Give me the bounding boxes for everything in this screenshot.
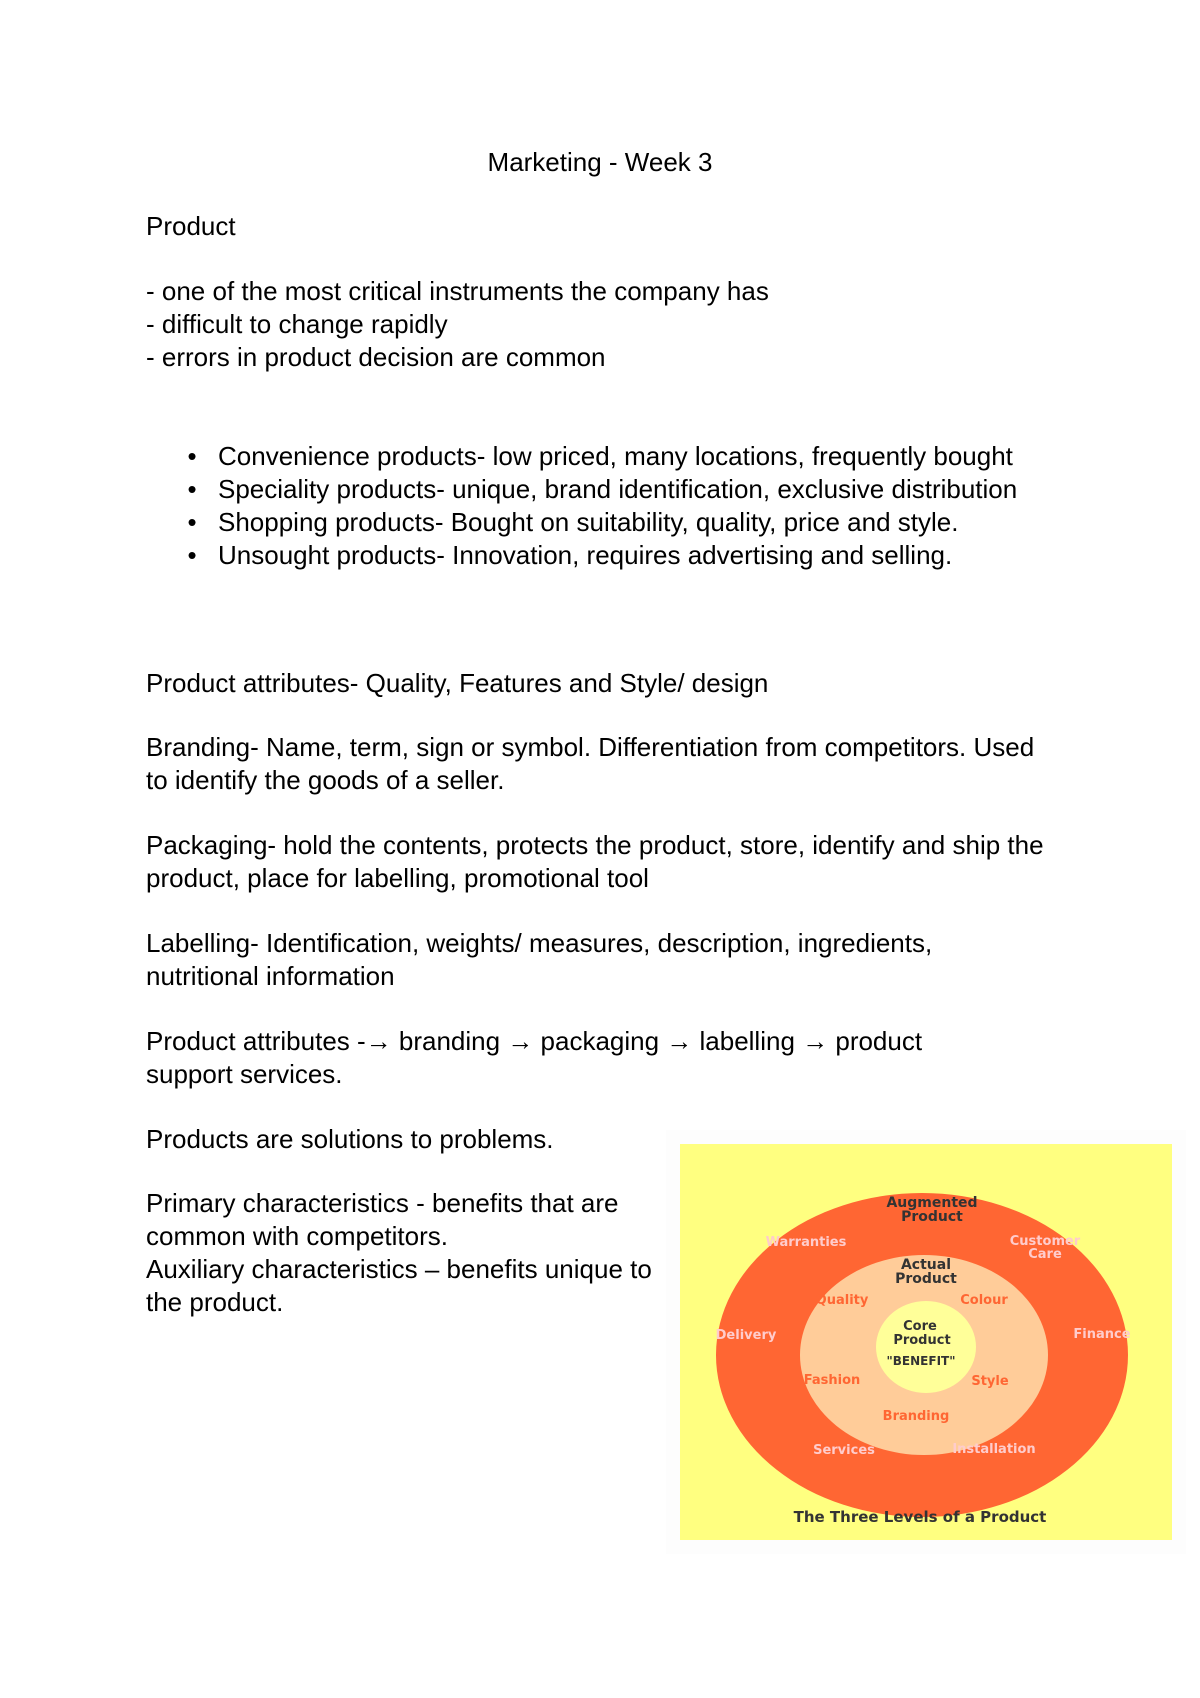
label-quality: Quality bbox=[815, 1293, 869, 1308]
actual-title-line-2: Product bbox=[895, 1271, 957, 1287]
paragraph-packaging bbox=[146, 829, 1046, 895]
bullet-text: Speciality products- unique, brand identification, exclusive distribution bbox=[218, 474, 1018, 504]
dash-point: - errors in product decision are common bbox=[146, 342, 606, 372]
diagram-caption: The Three Levels of a Product bbox=[793, 1508, 1047, 1526]
core-title-line-1: Core bbox=[903, 1319, 937, 1334]
label-installation: Installation bbox=[952, 1442, 1036, 1457]
label-branding: Branding bbox=[882, 1409, 950, 1424]
label-warranties: Warranties bbox=[765, 1235, 847, 1250]
bullet-text: Convenience products- low priced, many locations, frequently bought bbox=[218, 441, 1013, 471]
three-levels-diagram bbox=[666, 1130, 1186, 1554]
section-heading-text: Product bbox=[146, 211, 236, 241]
paragraph-flow-text: Product attributes -→ branding → packaging → labelling → product support services. bbox=[146, 1026, 923, 1089]
three-levels-diagram-svg bbox=[666, 1130, 1186, 1554]
paragraph-characteristics bbox=[146, 1187, 666, 1319]
bullet-text: Shopping products- Bought on suitability, quality, price and style. bbox=[218, 507, 959, 537]
bullet-item-convenience bbox=[146, 440, 1046, 473]
paragraph-solutions-text: Products are solutions to problems. bbox=[146, 1124, 554, 1154]
paragraph-attributes-text: Product attributes- Quality, Features and Style/ design bbox=[146, 668, 769, 698]
label-style: Style bbox=[971, 1374, 1009, 1389]
section-heading bbox=[146, 210, 1076, 243]
bullet-dot-icon: • bbox=[187, 441, 197, 471]
bullet-item-speciality bbox=[146, 473, 1046, 506]
label-colour: Colour bbox=[960, 1293, 1008, 1308]
core-title-line-2: Product bbox=[893, 1333, 951, 1348]
bullet-dot-icon: • bbox=[187, 507, 197, 537]
paragraph-attributes bbox=[146, 667, 1076, 700]
page-title: Marketing - Week 3 bbox=[487, 147, 713, 177]
label-customer-care-2: Care bbox=[1028, 1247, 1062, 1262]
actual-title-line-1: Actual bbox=[900, 1257, 952, 1273]
label-finance: Finance bbox=[1073, 1327, 1131, 1342]
bullet-item-unsought bbox=[146, 539, 1046, 572]
paragraph-branding-text: Branding- Name, term, sign or symbol. Differentiation from competitors. Used to identify the goods of a seller. bbox=[146, 732, 1035, 795]
label-services: Services bbox=[813, 1443, 875, 1458]
dash-point: - difficult to change rapidly bbox=[146, 309, 448, 339]
paragraph-auxiliary-text: Auxiliary characteristics – benefits unique to the product. bbox=[146, 1254, 652, 1317]
core-benefit-label: "BENEFIT" bbox=[886, 1354, 956, 1368]
product-types-list bbox=[146, 440, 1046, 572]
label-delivery: Delivery bbox=[715, 1328, 777, 1343]
bullet-item-shopping bbox=[146, 506, 1046, 539]
dash-point-list bbox=[146, 275, 769, 374]
augmented-title-line-2: Product bbox=[901, 1209, 963, 1225]
paragraph-labelling-text: Labelling- Identification, weights/ measures, description, ingredients, nutritional information bbox=[146, 928, 933, 991]
paragraph-solutions bbox=[146, 1123, 666, 1156]
paragraph-primary-text: Primary characteristics - benefits that are common with competitors. bbox=[146, 1188, 619, 1251]
bullet-dot-icon: • bbox=[187, 540, 197, 570]
label-fashion: Fashion bbox=[803, 1373, 861, 1388]
paragraph-flow bbox=[146, 1025, 1016, 1091]
augmented-title-line-1: Augmented bbox=[886, 1195, 978, 1211]
paragraph-packaging-text: Packaging- hold the contents, protects the product, store, identify and ship the product, place for labelling, promotional tool bbox=[146, 830, 1044, 893]
bullet-dot-icon: • bbox=[187, 474, 197, 504]
bullet-text: Unsought products- Innovation, requires advertising and selling. bbox=[218, 540, 953, 570]
dash-point: - one of the most critical instruments the company has bbox=[146, 276, 769, 306]
paragraph-branding bbox=[146, 731, 1046, 797]
label-customer-care-1: Customer bbox=[1009, 1234, 1081, 1249]
paragraph-labelling bbox=[146, 927, 1036, 993]
